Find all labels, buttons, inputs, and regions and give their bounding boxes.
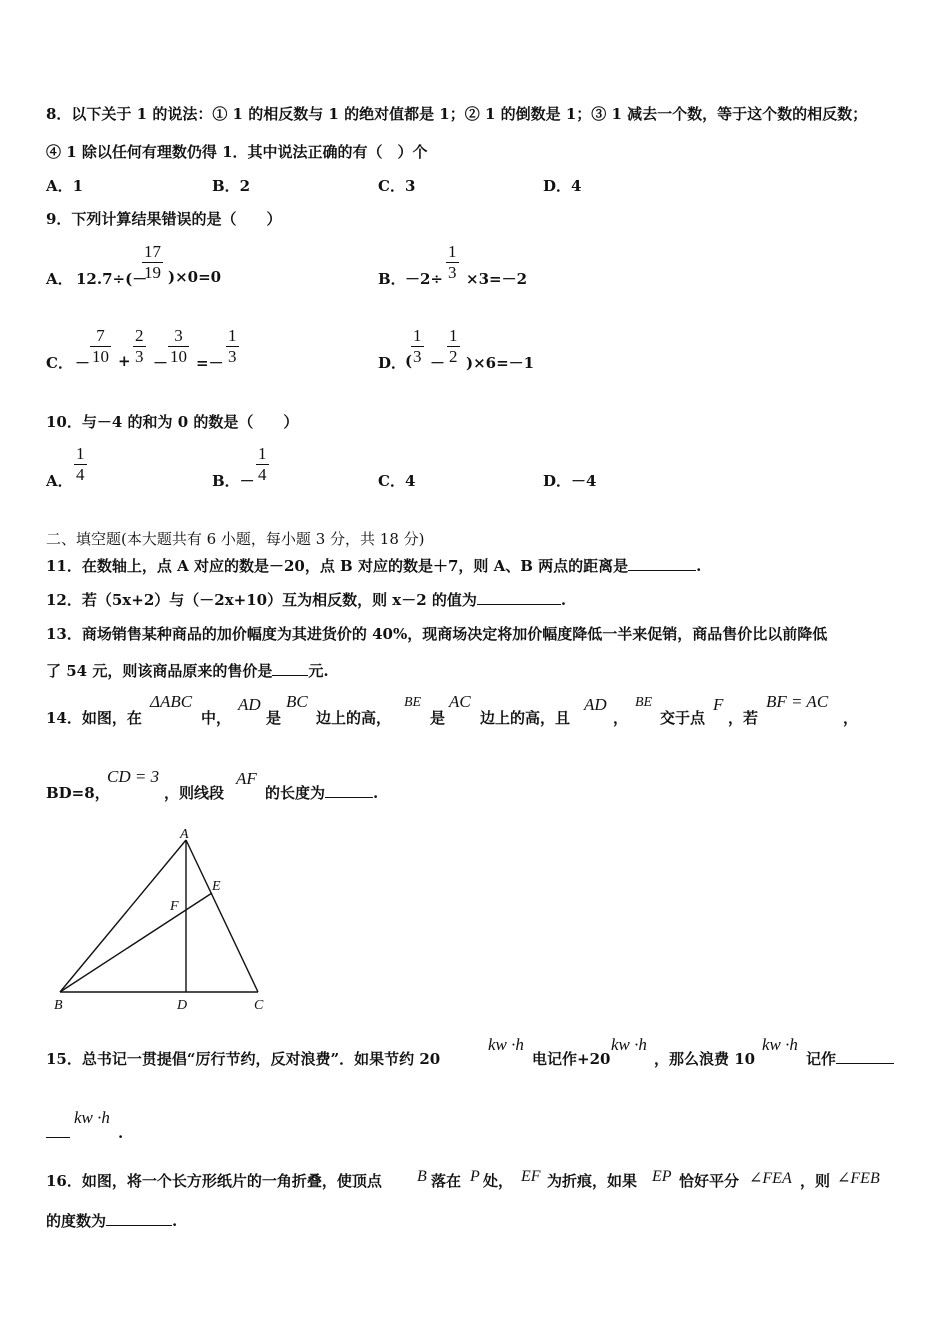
label-e: E <box>212 879 221 894</box>
q9-c-fraction4 <box>226 326 239 367</box>
q15-unit-3: kw ·h <box>762 1035 798 1054</box>
q11-text: 11．在数轴上，点 A 对应的数是－20，点 B 对应的数是＋7，则 A、B 两点的距离是 <box>46 557 629 575</box>
q15-t2: 电记作+20 <box>532 1050 611 1068</box>
q9-d-sign1: ( <box>405 352 413 370</box>
q9-d-sign3: )×6=－1 <box>466 354 535 372</box>
q9-c-sign1: － <box>75 354 91 372</box>
altitude-be <box>60 893 212 992</box>
q10-stem: 10．与－4 的和为 0 的数是（ ） <box>46 413 299 431</box>
label-d: D <box>177 998 188 1012</box>
q10-option-c: C．4 <box>378 472 416 490</box>
label-a: A <box>180 827 189 842</box>
denominator: 2 <box>449 347 458 366</box>
denominator: 10 <box>92 347 109 366</box>
q9-a-fraction <box>142 242 163 283</box>
q16-math-b: B <box>417 1168 427 1185</box>
q14-math-bf-ac: BF = AC <box>766 692 829 711</box>
q9-c-fraction2 <box>133 326 146 367</box>
numerator: 17 <box>144 242 161 261</box>
q14-math-ad: AD <box>238 695 261 714</box>
answer-blank[interactable] <box>325 796 373 798</box>
q14-math-cd: CD = 3 <box>107 767 160 786</box>
q9-c-sign2: + <box>118 352 131 370</box>
side-ab <box>60 840 186 992</box>
q9-b-pre: －2÷ <box>405 270 444 288</box>
q13-line1: 13．商场销售某种商品的加价幅度为其进货价的 40%，现商场决定将加价幅度降低一半来促销，商品售价比以前降低 <box>46 625 828 643</box>
q9-c-sign4: =－ <box>196 354 224 372</box>
q8-option-d: D．4 <box>543 177 582 195</box>
q16-line2: 的度数为 . <box>46 1212 178 1230</box>
q16-math-fea: ∠FEA <box>749 1170 792 1187</box>
q13-end: 元. <box>308 662 329 680</box>
q16-math-feb: ∠FEB <box>837 1170 880 1187</box>
q15-unit-2: kw ·h <box>611 1035 647 1054</box>
q9-a-pre: 12.7÷(－ <box>76 270 148 288</box>
q14-t7: ， <box>613 709 629 727</box>
q9-d-fraction1 <box>411 326 424 367</box>
answer-blank[interactable] <box>106 1224 172 1226</box>
q14-bd: BD=8， <box>46 784 110 802</box>
q16-t2: 落在 <box>431 1172 462 1190</box>
q11: 11．在数轴上，点 A 对应的数是－20，点 B 对应的数是＋7，则 A、B 两点的距离是 . <box>46 557 702 575</box>
label-b: B <box>54 998 63 1012</box>
numerator: 1 <box>449 326 458 345</box>
q9-d-sign2: － <box>430 354 446 372</box>
denominator: 3 <box>135 347 144 366</box>
q14-t8: 交于点 <box>660 709 706 727</box>
denominator: 19 <box>144 263 161 282</box>
denominator: 3 <box>228 347 237 366</box>
q14-math-ad2: AD <box>584 695 607 714</box>
q9-stem: 9．下列计算结果错误的是（ ） <box>46 210 282 228</box>
q14-t2: 中， <box>201 709 232 727</box>
q15-t4 <box>806 1048 894 1069</box>
q15-text: 记作 <box>806 1050 837 1068</box>
numerator: 7 <box>96 326 105 345</box>
q9-b-post: ×3=－2 <box>466 270 528 288</box>
q15-unit-4: kw ·h <box>74 1108 110 1127</box>
label-c: C <box>254 998 264 1012</box>
answer-blank[interactable] <box>628 569 696 571</box>
q16-t6: ，则 <box>800 1172 831 1190</box>
q12-text: 12．若（5x+2）与（－2x+10）互为相反数，则 x－2 的值为 <box>46 591 477 609</box>
label-f: F <box>170 899 179 914</box>
side-ac <box>186 840 258 992</box>
q9-c-label: C． <box>46 354 73 372</box>
numerator: 1 <box>413 326 422 345</box>
q9-d-label: D． <box>378 354 407 372</box>
q14-math-af: AF <box>236 769 257 788</box>
q8-line1: 8．以下关于 1 的说法：① 1 的相反数与 1 的绝对值都是 1；② 1 的倒数是 1；③ 1 减去一个数，等于这个数的相反数； <box>46 105 868 123</box>
numerator: 1 <box>228 326 237 345</box>
denominator: 3 <box>448 263 457 282</box>
q15-line2 <box>46 1124 70 1142</box>
q14-t1: 14．如图，在 <box>46 709 142 727</box>
q15-period: . <box>118 1124 124 1142</box>
numerator: 3 <box>174 326 183 345</box>
q14-math-be2: BE <box>635 695 653 710</box>
q13-text: 了 54 元，则该商品原来的售价是 <box>46 662 273 680</box>
q16-text: 的度数为 <box>46 1212 107 1230</box>
q14-math-abc: ΔABC <box>150 692 193 711</box>
q14-t9: ，若 <box>728 709 759 727</box>
triangle-figure <box>44 822 274 1012</box>
q14-text: 的长度为 <box>265 784 326 802</box>
q8-option-c: C．3 <box>378 177 416 195</box>
numerator: 1 <box>258 444 267 463</box>
q9-c-sign3: － <box>153 354 169 372</box>
q9-a-post: )×0=0 <box>168 268 222 286</box>
q16-t1: 16．如图，将一个长方形纸片的一角折叠，使顶点 <box>46 1172 382 1190</box>
q16-t4: 为折痕，如果 <box>547 1172 638 1190</box>
denominator: 10 <box>170 347 187 366</box>
q14-math-ac: AC <box>449 692 471 711</box>
numerator: 2 <box>135 326 144 345</box>
q9-a-label: A． <box>46 270 73 288</box>
q9-c-fraction3 <box>168 326 189 367</box>
answer-blank[interactable] <box>477 603 561 605</box>
q14-t6: 边上的高，且 <box>480 709 571 727</box>
q15-t3: ，那么浪费 10 <box>654 1050 756 1068</box>
answer-blank[interactable] <box>836 1062 894 1064</box>
q14-math-be: BE <box>404 695 422 710</box>
q14-t10: ， <box>843 709 859 727</box>
q16-math-ep: EP <box>652 1168 672 1185</box>
q13-line2 <box>46 660 329 681</box>
q10-option-d: D．－4 <box>543 472 597 490</box>
q14-l2c: 的长度为 . <box>265 784 379 802</box>
numerator: 1 <box>76 444 85 463</box>
q14-math-f: F <box>713 695 724 714</box>
q9-b-fraction <box>446 242 459 283</box>
denominator: 4 <box>76 465 85 484</box>
q10-b-fraction <box>256 444 269 485</box>
q10-a-fraction <box>74 444 87 485</box>
q16-math-ef: EF <box>521 1168 541 1185</box>
numerator: 1 <box>448 242 457 261</box>
q16-t3: 处， <box>483 1172 514 1190</box>
q9-d-fraction2 <box>447 326 460 367</box>
q14-l2b: ，则线段 <box>164 784 225 802</box>
denominator: 3 <box>413 347 422 366</box>
q14-t4: 边上的高， <box>316 709 392 727</box>
q10-b-label: B．－ <box>212 472 255 490</box>
denominator: 4 <box>258 465 267 484</box>
q12: 12．若（5x+2）与（－2x+10）互为相反数，则 x－2 的值为 . <box>46 591 567 609</box>
q16-t5: 恰好平分 <box>679 1172 740 1190</box>
q9-b-label: B． <box>378 270 406 288</box>
q15-t1: 15．总书记一贯提倡“厉行节约，反对浪费”．如果节约 20 <box>46 1050 441 1068</box>
q8-line2: ④ 1 除以任何有理数仍得 1．其中说法正确的有（ ）个 <box>46 143 428 161</box>
q10-a-label: A． <box>46 472 73 490</box>
section-heading: 二、填空题(本大题共有 6 小题，每小题 3 分，共 18 分) <box>46 530 425 548</box>
q16-math-p: P <box>470 1168 480 1185</box>
answer-blank-cont[interactable] <box>46 1136 70 1138</box>
answer-blank[interactable] <box>272 674 308 676</box>
q8-option-a: A．1 <box>46 177 84 195</box>
q9-c-fraction1 <box>90 326 111 367</box>
q14-math-bc: BC <box>286 692 308 711</box>
q14-t5: 是 <box>430 709 446 727</box>
q14-t3: 是 <box>266 709 282 727</box>
q15-unit-1: kw ·h <box>488 1035 524 1054</box>
q8-option-b: B．2 <box>212 177 251 195</box>
